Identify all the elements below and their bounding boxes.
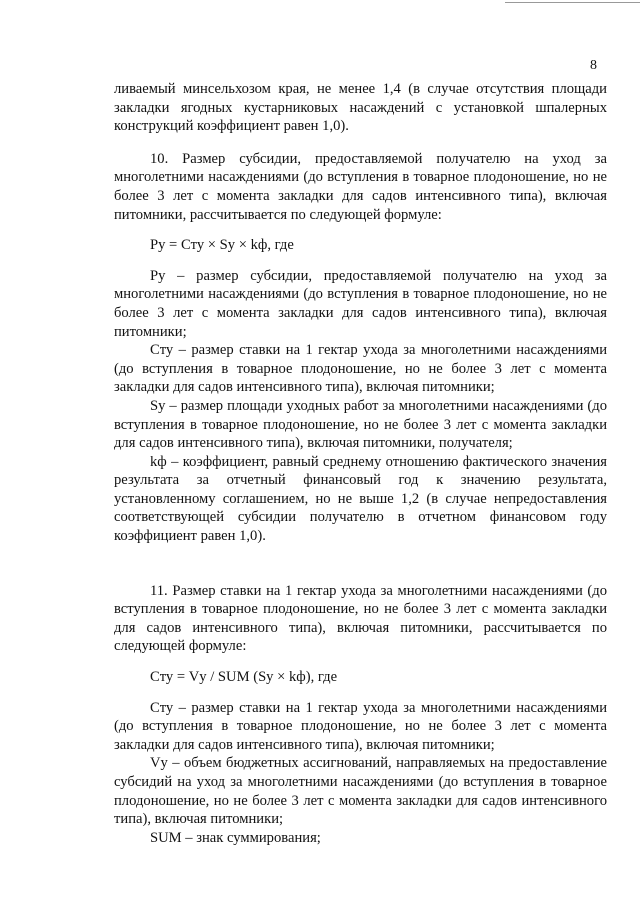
document-body bbox=[114, 80, 607, 847]
definition-p-y: Pу – размер субсидии, предоставляемой получателю на уход за многолетними насаждениями (до вступления в товарное плодоношение, но не более 3 лет с момента закладки для садов интенсивного типа), включая питомники; bbox=[114, 267, 607, 340]
definition-s-y: Sу – размер площади уходных работ за многолетними насаждениями (до вступления в товарное плодоношение, но не более 3 лет с момента закладки для садов интенсивного типа), включая питомники, получателя; bbox=[114, 397, 607, 452]
paragraph-item-11: 11. Размер ставки на 1 гектар ухода за многолетними насаждениями (до вступления в товарное плодоношение, но не более 3 лет с момента закладки для садов интенсивного типа), включая питомники, рассчитывается по следующей формуле: bbox=[114, 582, 607, 655]
definition-ct-y: Cту – размер ставки на 1 гектар ухода за многолетними насаждениями (до вступления в товарное плодоношение, но не более 3 лет с момента закладки для садов интенсивного типа), включая питомники; bbox=[114, 342, 607, 396]
formula-subsidy: Pу = Cту × Sу × kф, где bbox=[150, 237, 294, 254]
top-rule bbox=[505, 2, 640, 3]
definition-sum: SUM – знак суммирования; bbox=[150, 829, 321, 846]
definition-v-y: Vу – объем бюджетных ассигнований, направляемых на предоставление субсидий на уход за многолетними насаждениями (до вступления в товарное плодоношение, но не более 3 лет с момента закладки для садов интенсивного типа), включая питомники; bbox=[114, 755, 607, 828]
definition-k-f: kф – коэффициент, равный среднему отношению фактического значения результата за отчетный финансовый год к значению результата, установленному соглашением, но не выше 1,2 (в случае непредоставления соответствующей субсидии получателю в отчетном финансовом году коэффициент равен 1,0). bbox=[114, 453, 607, 545]
paragraph-continuation: ливаемый минсельхозом края, не менее 1,4 (в случае отсутствия площади закладки ягодных кустарниковых насаждений с установкой шпалерных конструкций коэффициент равен 1,0). bbox=[114, 81, 607, 135]
formula-rate: Cту = Vу / SUM (Sу × kф), где bbox=[150, 669, 338, 686]
page-number: 8 bbox=[590, 58, 597, 73]
definition-ct-y-2: Cту – размер ставки на 1 гектар ухода за многолетними насаждениями (до вступления в товарное плодоношение, но не более 3 лет с момента закладки для садов интенсивного типа), включая питомники; bbox=[114, 699, 607, 753]
paragraph-item-10: 10. Размер субсидии, предоставляемой получателю на уход за многолетними насаждениями (до вступления в товарное плодоношение, но не более 3 лет с момента закладки для садов интенсивного типа), включая питомники, рассчитывается по следующей формуле: bbox=[114, 150, 607, 223]
